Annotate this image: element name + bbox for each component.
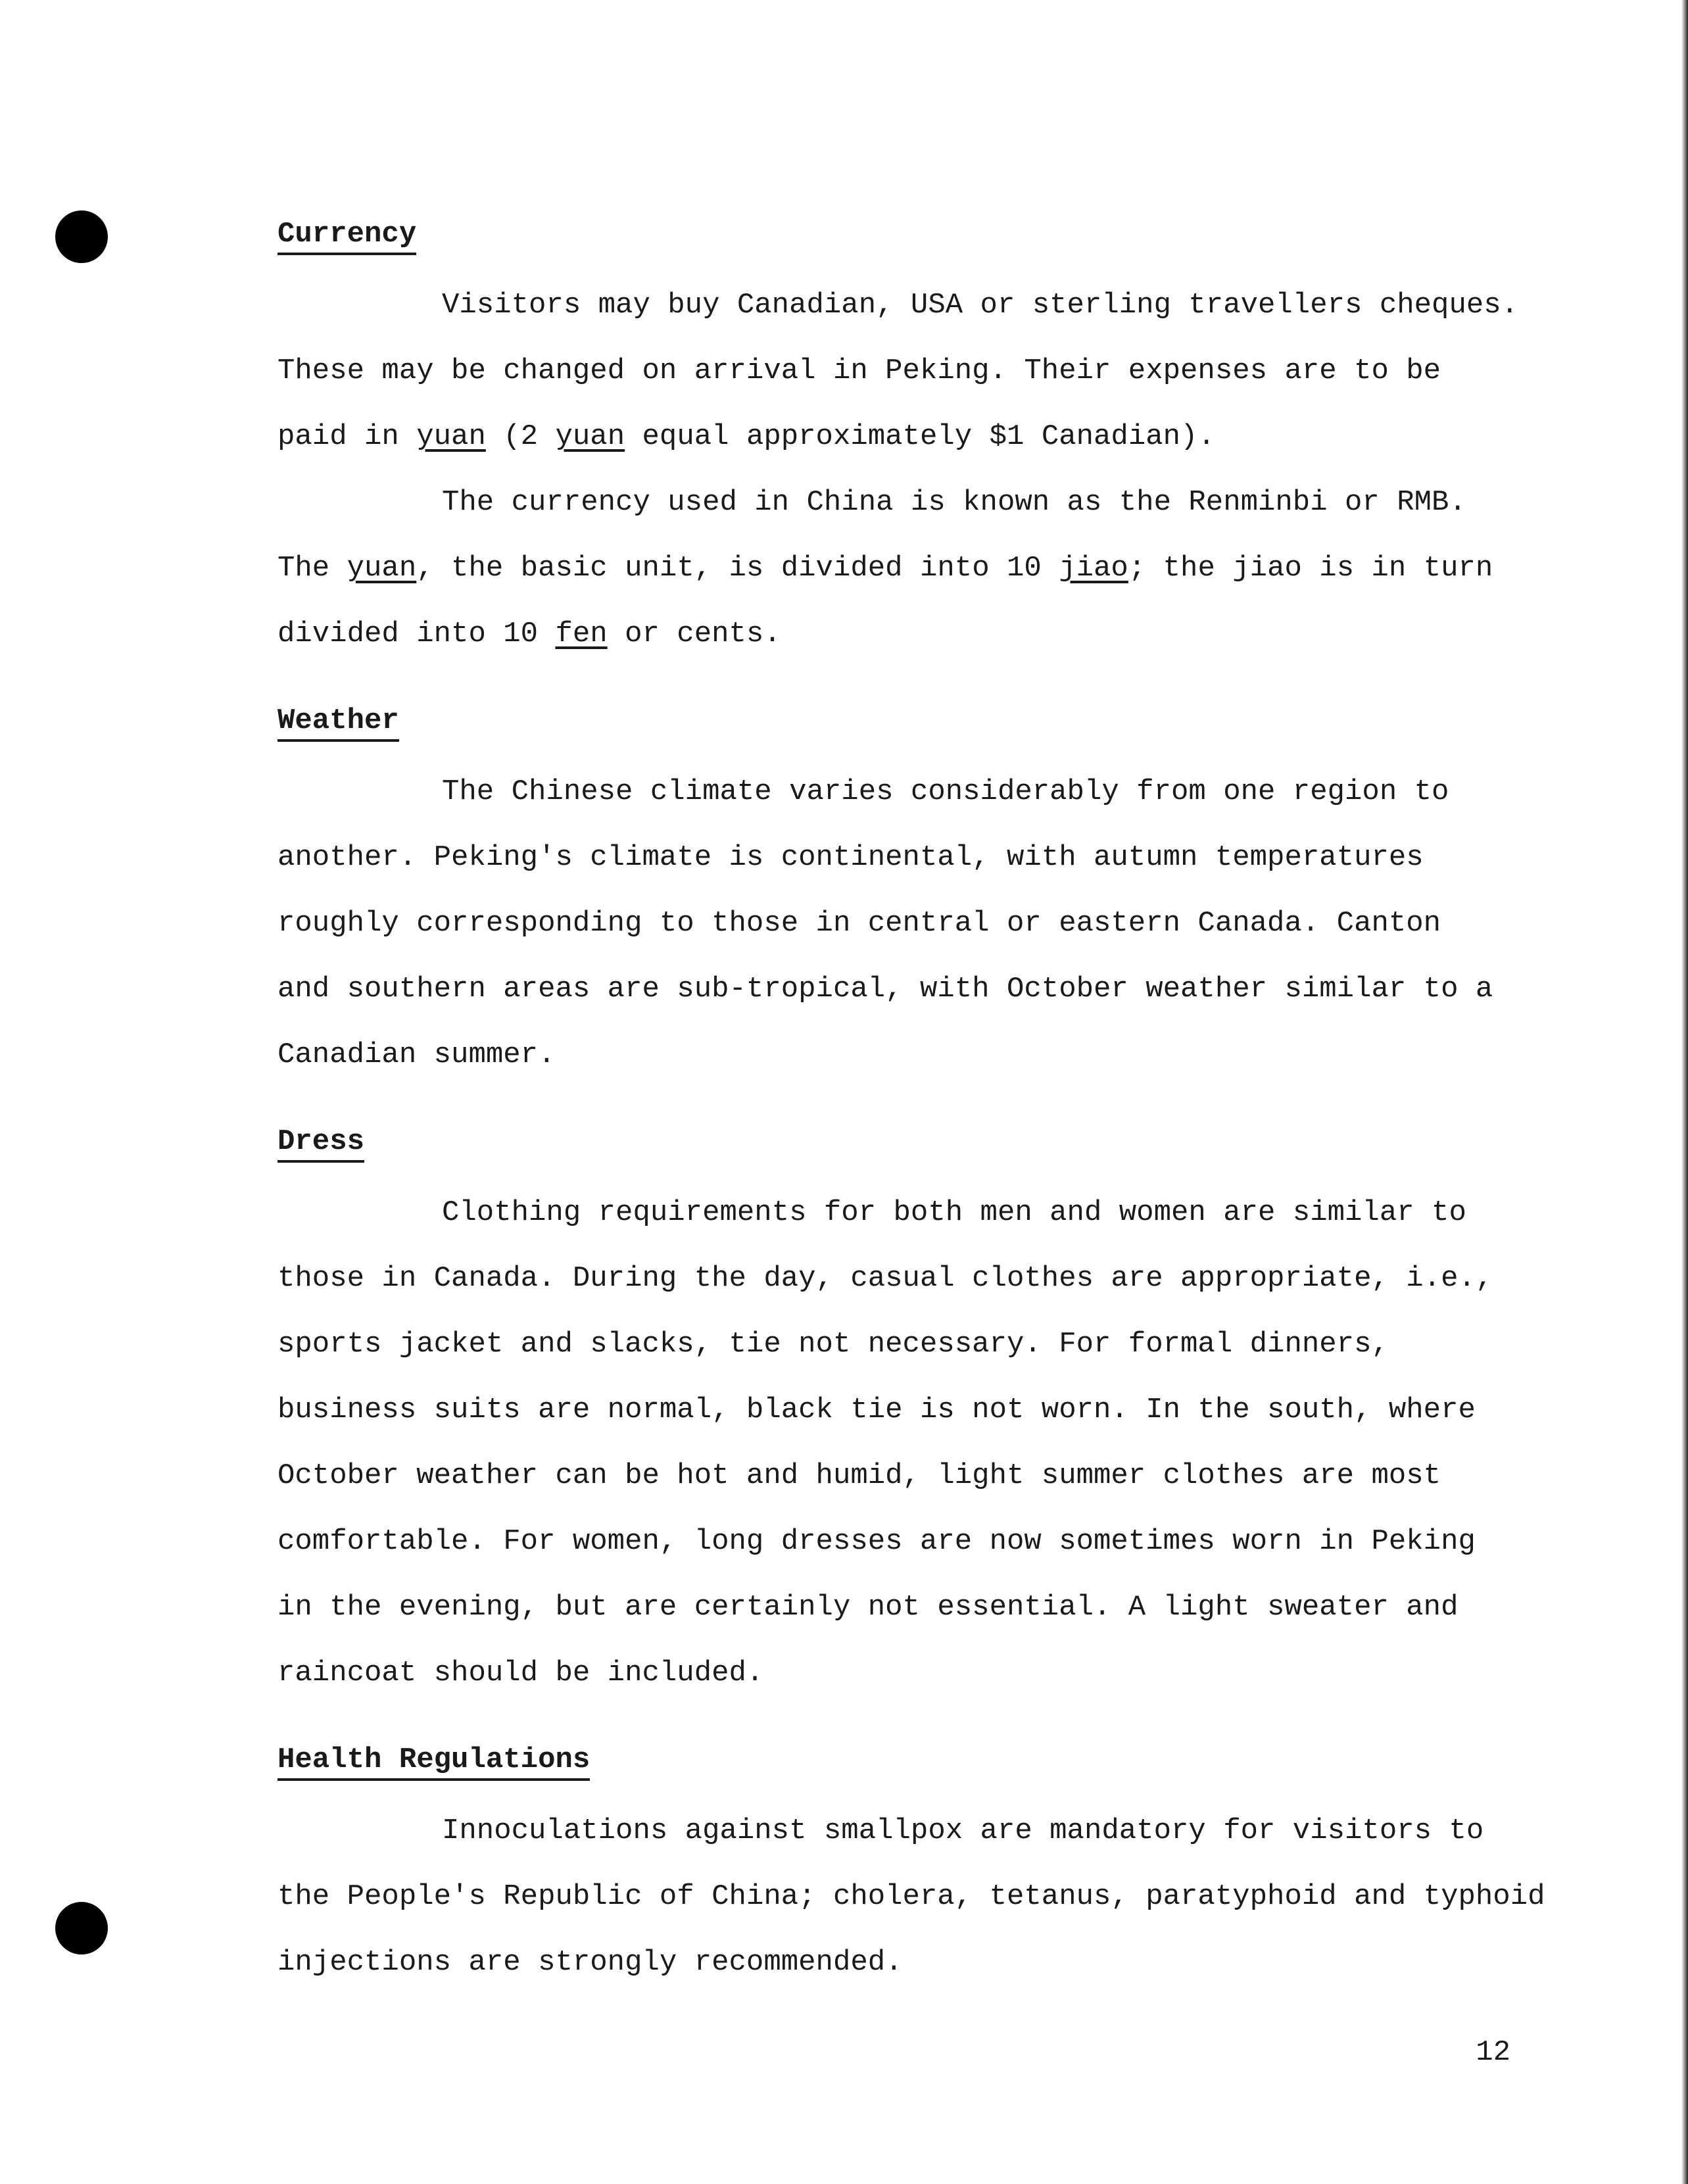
text-line: The currency used in China is known as the Renminbi or RMB. [442,486,1466,519]
text-line: sports jacket and slacks, tie not necessary. For formal dinners, [277,1328,1389,1361]
underlined-term: yuan [347,552,417,585]
text-span: paid in [277,420,417,453]
text-line: in the evening, but are certainly not essential. A light sweater and [277,1591,1459,1624]
underlined-term: jiao [1059,552,1128,585]
text-line [277,404,1474,470]
underlined-term: yuan [416,420,486,453]
text-line: comfortable. For women, long dresses are now sometimes worn in Peking [277,1525,1476,1558]
underlined-term: yuan [555,420,625,453]
text-line: those in Canada. During the day, casual clothes are appropriate, i.e., [277,1262,1493,1295]
punch-hole-bottom [55,1902,108,1954]
text-span: ; the jiao is in turn [1128,552,1493,585]
section-health-regulations [277,1743,1566,1995]
underlined-term: fen [555,618,608,650]
text-line [277,601,1474,667]
text-line: roughly corresponding to those in central or eastern Canada. Canton [277,907,1441,940]
document-body [277,217,1566,2032]
text-line: business suits are normal, black tie is not worn. In the south, where [277,1394,1476,1426]
text-line [277,535,1493,601]
text-line: Visitors may buy Canadian, USA or sterling travellers cheques. [442,289,1519,322]
paragraph-currency-2 [277,470,1493,667]
page-edge-shadow [1681,0,1688,2184]
text-span: (2 [485,420,556,453]
text-line: raincoat should be included. [277,1657,764,1689]
text-line: These may be changed on arrival in Peking. Their expenses are to be [277,354,1441,387]
section-dress [277,1125,1566,1706]
text-span: equal approximately $1 Canadian). [625,420,1215,453]
text-span: , the basic unit, is divided into 10 [416,552,1059,585]
text-line: Canadian summer. [277,1038,556,1071]
text-line: The Chinese climate varies considerably from one region to [442,775,1449,808]
section-heading-currency: Currency [277,217,416,255]
section-heading-health-regulations: Health Regulations [277,1743,590,1781]
text-line: Clothing requirements for both men and women are similar to [442,1196,1466,1229]
text-line: and southern areas are sub-tropical, with October weather similar to a [277,973,1493,1006]
text-line: injections are strongly recommended. [277,1946,903,1979]
section-heading-weather: Weather [277,704,399,742]
section-weather [277,704,1566,1088]
text-line: Innoculations against smallpox are mandatory for visitors to [442,1814,1484,1847]
text-span: or cents. [607,618,781,650]
text-line: another. Peking's climate is continental, with autumn temperatures [277,841,1424,874]
section-currency [277,217,1566,667]
punch-hole-top [55,210,108,263]
paragraph-health [277,1798,1545,1995]
page-number: 12 [1476,2036,1510,2069]
section-heading-dress: Dress [277,1125,364,1163]
text-line: October weather can be hot and humid, light summer clothes are most [277,1459,1441,1492]
paragraph-currency-1 [277,272,1519,470]
text-span: divided into 10 [277,618,556,650]
text-line: the People's Republic of China; cholera, tetanus, paratyphoid and typhoid [277,1880,1545,1913]
text-span: The [277,552,347,585]
paragraph-dress [277,1180,1493,1706]
paragraph-weather [277,759,1493,1088]
